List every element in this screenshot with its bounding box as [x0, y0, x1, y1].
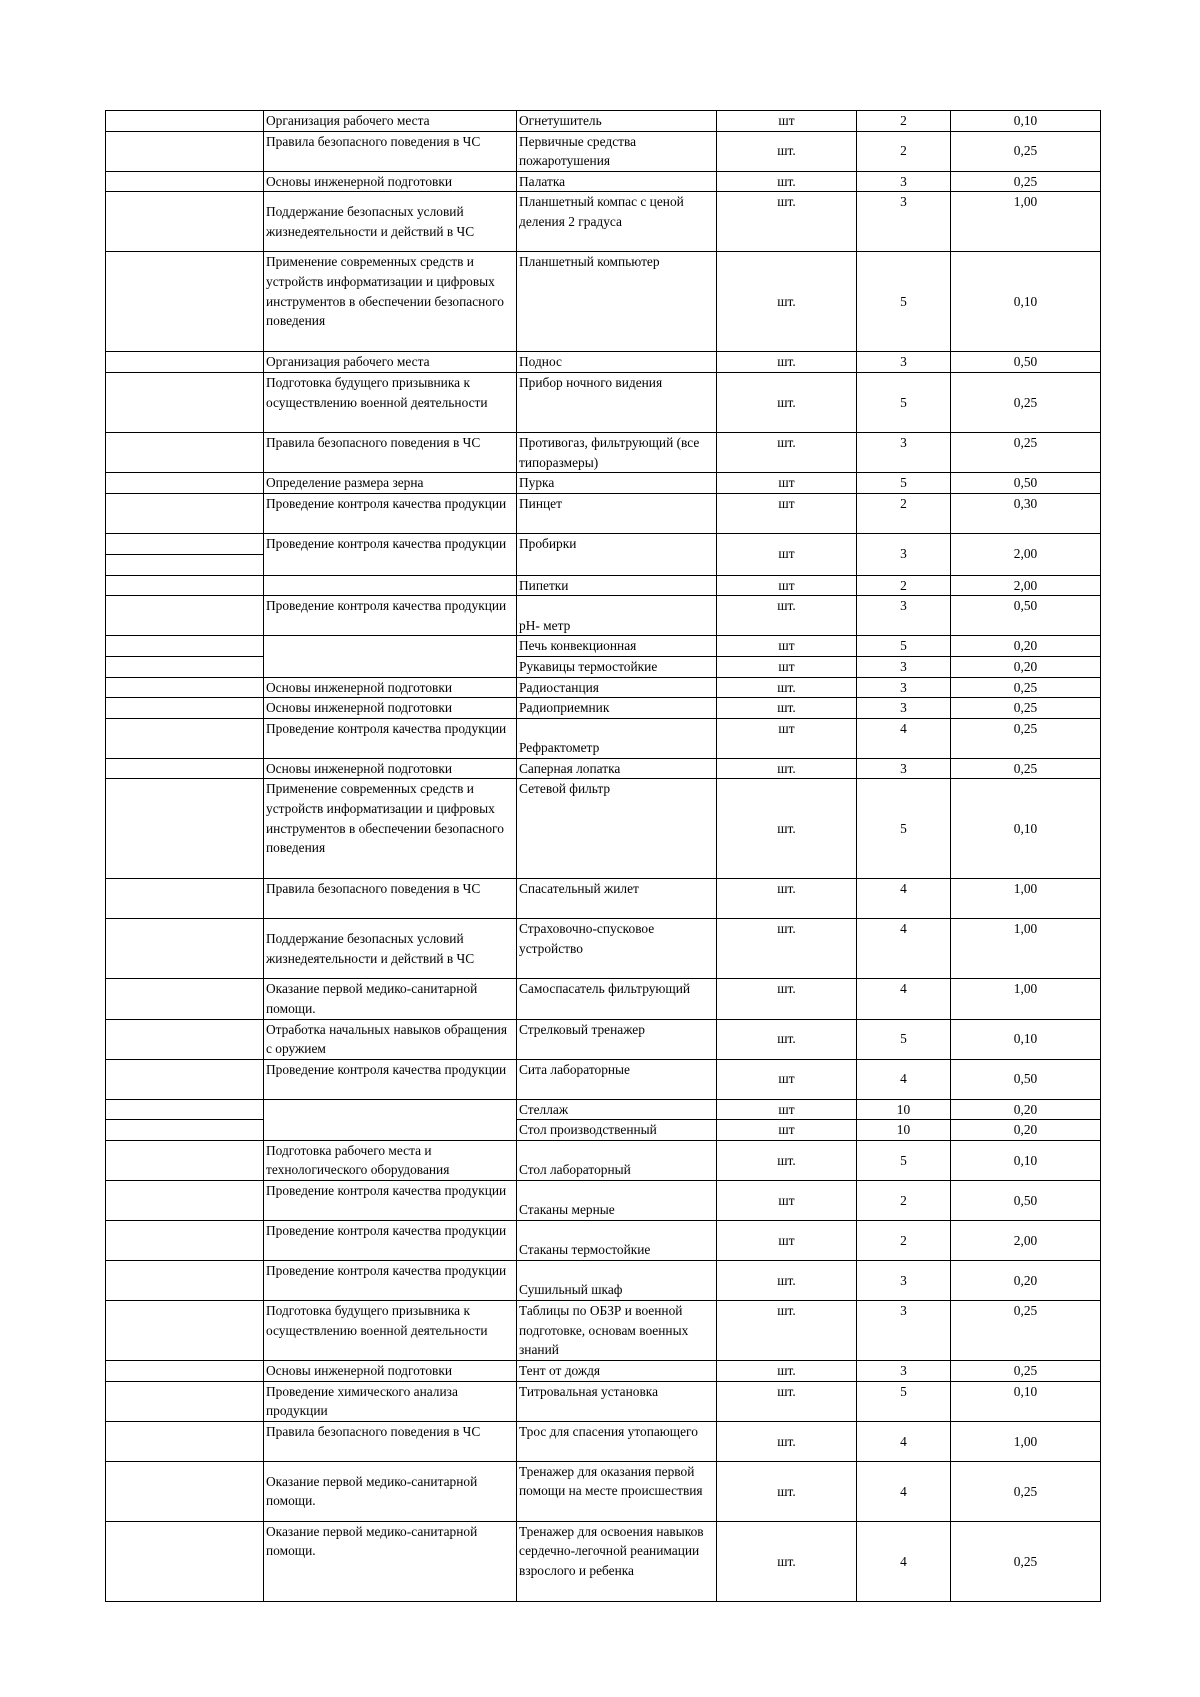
- quantity-cell: 3: [857, 758, 951, 779]
- blank-cell: [106, 1140, 264, 1180]
- norm-cell: 0,25: [951, 171, 1101, 192]
- norm-cell: 0,20: [951, 636, 1101, 657]
- unit-cell: шт.: [717, 979, 857, 1019]
- blank-cell: [106, 372, 264, 432]
- blank-cell: [106, 677, 264, 698]
- table-row: [106, 779, 1101, 879]
- blank-cell: [106, 493, 264, 533]
- blank-cell: [106, 131, 264, 171]
- unit-cell: шт.: [717, 1261, 857, 1301]
- blank-cell: [106, 171, 264, 192]
- table-row: [106, 1361, 1101, 1382]
- item-name-cell: Первичные средства пожаротушения: [517, 131, 717, 171]
- item-name-cell: Пробирки: [517, 533, 717, 575]
- item-name-cell: Трос для спасения утопающего: [517, 1421, 717, 1461]
- quantity-cell: 5: [857, 252, 951, 352]
- unit-cell: шт.: [717, 758, 857, 779]
- blank-cell: [106, 1521, 264, 1601]
- table-row: [106, 432, 1101, 472]
- table-row: [106, 252, 1101, 352]
- blank-subcell: [106, 554, 264, 575]
- topic-cell: Проведение контроля качества продукции: [264, 1181, 517, 1221]
- topic-cell: Организация рабочего места: [264, 352, 517, 373]
- blank-cell: [106, 352, 264, 373]
- topic-cell: Проведение контроля качества продукции: [264, 1059, 517, 1099]
- unit-cell: шт: [717, 473, 857, 494]
- topic-cell: Правила безопасного поведения в ЧС: [264, 131, 517, 171]
- norm-cell: 0,50: [951, 1181, 1101, 1221]
- unit-cell: шт.: [717, 596, 857, 636]
- quantity-cell: 5: [857, 779, 951, 879]
- table-row: [106, 919, 1101, 979]
- topic-cell: Подготовка будущего призывника к осуществлению военной деятельности: [264, 1301, 517, 1361]
- quantity-cell: 3: [857, 533, 951, 575]
- norm-cell: 0,10: [951, 1381, 1101, 1421]
- blank-cell: [106, 1421, 264, 1461]
- unit-cell: шт.: [717, 1521, 857, 1601]
- table-row: [106, 131, 1101, 171]
- blank-cell: [106, 636, 264, 657]
- item-name-cell: Стаканы мерные: [517, 1181, 717, 1221]
- topic-cell: Применение современных средств и устройств информатизации и цифровых инструментов в обеспечении безопасного поведения: [264, 779, 517, 879]
- table-row: [106, 1221, 1101, 1261]
- blank-cell: [106, 779, 264, 879]
- item-name-cell: Пурка: [517, 473, 717, 494]
- table-row: [106, 1059, 1101, 1099]
- blank-cell: [106, 473, 264, 494]
- item-name-cell: Рукавицы термостойкие: [517, 656, 717, 677]
- unit-cell: шт: [717, 1181, 857, 1221]
- blank-cell: [106, 1381, 264, 1421]
- quantity-cell: 3: [857, 698, 951, 719]
- item-name-cell: Тренажер для оказания первой помощи на месте происшествия: [517, 1461, 717, 1521]
- blank-cell: [106, 1361, 264, 1382]
- table-row: [106, 1099, 1101, 1120]
- blank-cell: [106, 758, 264, 779]
- unit-cell: шт.: [717, 252, 857, 352]
- quantity-cell: 10: [857, 1120, 951, 1141]
- item-name-cell: Саперная лопатка: [517, 758, 717, 779]
- item-name-cell: Таблицы по ОБЗР и военной подготовке, основам военных знаний: [517, 1301, 717, 1361]
- item-name-cell: Радиоприемник: [517, 698, 717, 719]
- item-name-cell: Палатка: [517, 171, 717, 192]
- norm-cell: 0,25: [951, 131, 1101, 171]
- unit-cell: шт: [717, 1099, 857, 1120]
- table-row: [106, 493, 1101, 533]
- norm-cell: 1,00: [951, 919, 1101, 979]
- table-row: [106, 698, 1101, 719]
- blank-cell: [106, 698, 264, 719]
- quantity-cell: 5: [857, 1381, 951, 1421]
- quantity-cell: 3: [857, 1301, 951, 1361]
- norm-cell: 0,25: [951, 372, 1101, 432]
- quantity-cell: 5: [857, 1019, 951, 1059]
- table-row: [106, 1521, 1101, 1601]
- table-row: [106, 473, 1101, 494]
- item-name-cell: Стрелковый тренажер: [517, 1019, 717, 1059]
- equipment-table: [105, 110, 1101, 1602]
- unit-cell: шт: [717, 111, 857, 132]
- unit-cell: шт.: [717, 1019, 857, 1059]
- item-name-cell: Сушильный шкаф: [517, 1261, 717, 1301]
- blank-cell: [106, 1461, 264, 1521]
- blank-cell: [106, 432, 264, 472]
- item-name-cell: Пипетки: [517, 575, 717, 596]
- quantity-cell: 3: [857, 596, 951, 636]
- topic-cell: Определение размера зерна: [264, 473, 517, 494]
- unit-cell: шт: [717, 1221, 857, 1261]
- table-row: [106, 1181, 1101, 1221]
- blank-cell: [106, 596, 264, 636]
- item-name-cell: Прибор ночного видения: [517, 372, 717, 432]
- table-row: [106, 111, 1101, 132]
- norm-cell: 0,10: [951, 1140, 1101, 1180]
- blank-cell: [106, 1301, 264, 1361]
- blank-subcell: [106, 534, 264, 554]
- blank-cell: [106, 919, 264, 979]
- unit-cell: шт.: [717, 372, 857, 432]
- blank-cell: [106, 252, 264, 352]
- norm-cell: 0,10: [951, 779, 1101, 879]
- norm-cell: 0,25: [951, 432, 1101, 472]
- topic-cell: Основы инженерной подготовки: [264, 171, 517, 192]
- table-row: [106, 1140, 1101, 1180]
- item-name-cell: Пинцет: [517, 493, 717, 533]
- unit-cell: шт.: [717, 131, 857, 171]
- norm-cell: 0,20: [951, 1120, 1101, 1141]
- blank-cell: [106, 1261, 264, 1301]
- table-row: [106, 636, 1101, 657]
- table-row: [106, 879, 1101, 919]
- unit-cell: шт.: [717, 1421, 857, 1461]
- blank-cell: [106, 1221, 264, 1261]
- table-row: [106, 1381, 1101, 1421]
- table-row: [106, 1120, 1101, 1141]
- unit-cell: шт.: [717, 192, 857, 252]
- blank-cell: [106, 879, 264, 919]
- table-row: [106, 596, 1101, 636]
- table-row: [106, 171, 1101, 192]
- quantity-cell: 4: [857, 979, 951, 1019]
- topic-cell: Проведение химического анализа продукции: [264, 1381, 517, 1421]
- blank-cell: [106, 718, 264, 758]
- item-name-cell: Сетевой фильтр: [517, 779, 717, 879]
- blank-cell: [106, 192, 264, 252]
- topic-cell: Правила безопасного поведения в ЧС: [264, 1421, 517, 1461]
- norm-cell: 0,25: [951, 1361, 1101, 1382]
- blank-cell: [106, 1120, 264, 1141]
- table-row: [106, 575, 1101, 596]
- norm-cell: 0,10: [951, 1019, 1101, 1059]
- item-name-cell: Сита лабораторные: [517, 1059, 717, 1099]
- norm-cell: 2,00: [951, 1221, 1101, 1261]
- item-name-cell: Стол лабораторный: [517, 1140, 717, 1180]
- norm-cell: 0,50: [951, 473, 1101, 494]
- norm-cell: 1,00: [951, 979, 1101, 1019]
- blank-cell: [106, 1181, 264, 1221]
- quantity-cell: 2: [857, 1221, 951, 1261]
- table-row: [106, 718, 1101, 758]
- topic-cell: Применение современных средств и устройств информатизации и цифровых инструментов в обеспечении безопасного поведения: [264, 252, 517, 352]
- quantity-cell: 2: [857, 1181, 951, 1221]
- table-row: [106, 677, 1101, 698]
- item-name-cell: Спасательный жилет: [517, 879, 717, 919]
- norm-cell: 0,25: [951, 1521, 1101, 1601]
- norm-cell: 2,00: [951, 575, 1101, 596]
- topic-cell: [264, 636, 517, 677]
- topic-cell: Правила безопасного поведения в ЧС: [264, 432, 517, 472]
- unit-cell: шт: [717, 493, 857, 533]
- item-name-cell: Тент от дождя: [517, 1361, 717, 1382]
- topic-cell: Основы инженерной подготовки: [264, 758, 517, 779]
- unit-cell: шт.: [717, 698, 857, 719]
- quantity-cell: 3: [857, 432, 951, 472]
- item-name-cell: Рефрактометр: [517, 718, 717, 758]
- item-name-cell: Печь конвекционная: [517, 636, 717, 657]
- unit-cell: шт.: [717, 171, 857, 192]
- norm-cell: 0,10: [951, 252, 1101, 352]
- topic-cell: Правила безопасного поведения в ЧС: [264, 879, 517, 919]
- norm-cell: 0,25: [951, 698, 1101, 719]
- topic-cell: [264, 1099, 517, 1140]
- topic-cell: Подготовка будущего призывника к осуществлению военной деятельности: [264, 372, 517, 432]
- topic-cell: Оказание первой медико-санитарной помощи.: [264, 1521, 517, 1601]
- item-name-cell: Стеллаж: [517, 1099, 717, 1120]
- blank-cell: [106, 1099, 264, 1120]
- table-row: [106, 1421, 1101, 1461]
- item-name-cell: Страховочно-спусковое устройство: [517, 919, 717, 979]
- topic-cell: Проведение контроля качества продукции: [264, 596, 517, 636]
- quantity-cell: 2: [857, 111, 951, 132]
- table-row: [106, 352, 1101, 373]
- quantity-cell: 3: [857, 1261, 951, 1301]
- topic-cell: Поддержание безопасных условий жизнедеятельности и действий в ЧС: [264, 192, 517, 252]
- norm-cell: 1,00: [951, 1421, 1101, 1461]
- norm-cell: 0,50: [951, 596, 1101, 636]
- topic-cell: Подготовка рабочего места и технологического оборудования: [264, 1140, 517, 1180]
- norm-cell: 0,25: [951, 677, 1101, 698]
- topic-cell: Основы инженерной подготовки: [264, 698, 517, 719]
- quantity-cell: 4: [857, 919, 951, 979]
- quantity-cell: 4: [857, 1521, 951, 1601]
- unit-cell: шт.: [717, 1301, 857, 1361]
- quantity-cell: 3: [857, 1361, 951, 1382]
- topic-cell: Проведение контроля качества продукции: [264, 718, 517, 758]
- topic-cell: Оказание первой медико-санитарной помощи.: [264, 1461, 517, 1521]
- quantity-cell: 5: [857, 372, 951, 432]
- blank-cell: [106, 656, 264, 677]
- quantity-cell: 2: [857, 493, 951, 533]
- norm-cell: 1,00: [951, 192, 1101, 252]
- table-row: [106, 533, 1101, 575]
- quantity-cell: 2: [857, 131, 951, 171]
- quantity-cell: 3: [857, 656, 951, 677]
- unit-cell: шт.: [717, 352, 857, 373]
- blank-cell: [106, 533, 264, 575]
- unit-cell: шт: [717, 1120, 857, 1141]
- quantity-cell: 5: [857, 473, 951, 494]
- norm-cell: 0,30: [951, 493, 1101, 533]
- norm-cell: 0,50: [951, 352, 1101, 373]
- unit-cell: шт.: [717, 879, 857, 919]
- quantity-cell: 4: [857, 879, 951, 919]
- topic-cell: Проведение контроля качества продукции: [264, 1221, 517, 1261]
- norm-cell: 0,25: [951, 758, 1101, 779]
- topic-cell: Поддержание безопасных условий жизнедеятельности и действий в ЧС: [264, 919, 517, 979]
- unit-cell: шт.: [717, 779, 857, 879]
- table-row: [106, 1301, 1101, 1361]
- blank-cell: [106, 1019, 264, 1059]
- item-name-cell: Противогаз, фильтрующий (все типоразмеры): [517, 432, 717, 472]
- item-name-cell: pH- метр: [517, 596, 717, 636]
- quantity-cell: 4: [857, 718, 951, 758]
- table-row: [106, 1261, 1101, 1301]
- table-row: [106, 1019, 1101, 1059]
- topic-cell: Организация рабочего места: [264, 111, 517, 132]
- table-row: [106, 656, 1101, 677]
- blank-cell: [106, 575, 264, 596]
- unit-cell: шт.: [717, 1381, 857, 1421]
- item-name-cell: Титровальная установка: [517, 1381, 717, 1421]
- item-name-cell: Планшетный компас с ценой деления 2 градуса: [517, 192, 717, 252]
- quantity-cell: 4: [857, 1059, 951, 1099]
- quantity-cell: 2: [857, 575, 951, 596]
- item-name-cell: Радиостанция: [517, 677, 717, 698]
- unit-cell: шт: [717, 575, 857, 596]
- table-row: [106, 372, 1101, 432]
- norm-cell: 2,00: [951, 533, 1101, 575]
- item-name-cell: Самоспасатель фильтрующий: [517, 979, 717, 1019]
- quantity-cell: 10: [857, 1099, 951, 1120]
- quantity-cell: 4: [857, 1421, 951, 1461]
- unit-cell: шт: [717, 533, 857, 575]
- unit-cell: шт: [717, 718, 857, 758]
- norm-cell: 0,25: [951, 1301, 1101, 1361]
- item-name-cell: Поднос: [517, 352, 717, 373]
- item-name-cell: Огнетушитель: [517, 111, 717, 132]
- unit-cell: шт: [717, 656, 857, 677]
- blank-cell: [106, 111, 264, 132]
- quantity-cell: 3: [857, 352, 951, 373]
- unit-cell: шт.: [717, 1361, 857, 1382]
- norm-cell: 0,20: [951, 1099, 1101, 1120]
- blank-cell: [106, 979, 264, 1019]
- topic-cell: Проведение контроля качества продукции: [264, 533, 517, 575]
- unit-cell: шт.: [717, 919, 857, 979]
- quantity-cell: 3: [857, 171, 951, 192]
- topic-cell: Проведение контроля качества продукции: [264, 493, 517, 533]
- quantity-cell: 3: [857, 192, 951, 252]
- topic-cell: Основы инженерной подготовки: [264, 1361, 517, 1382]
- unit-cell: шт.: [717, 1461, 857, 1521]
- quantity-cell: 5: [857, 636, 951, 657]
- unit-cell: шт.: [717, 1140, 857, 1180]
- norm-cell: 0,10: [951, 111, 1101, 132]
- topic-cell: Основы инженерной подготовки: [264, 677, 517, 698]
- quantity-cell: 5: [857, 1140, 951, 1180]
- table-row: [106, 979, 1101, 1019]
- quantity-cell: 3: [857, 677, 951, 698]
- unit-cell: шт.: [717, 677, 857, 698]
- unit-cell: шт: [717, 636, 857, 657]
- topic-cell: Отработка начальных навыков обращения с оружием: [264, 1019, 517, 1059]
- table-row: [106, 1461, 1101, 1521]
- norm-cell: 0,50: [951, 1059, 1101, 1099]
- topic-cell: Оказание первой медико-санитарной помощи.: [264, 979, 517, 1019]
- topic-cell: [264, 575, 517, 596]
- table-row: [106, 192, 1101, 252]
- norm-cell: 0,25: [951, 718, 1101, 758]
- topic-cell: Проведение контроля качества продукции: [264, 1261, 517, 1301]
- quantity-cell: 4: [857, 1461, 951, 1521]
- unit-cell: шт.: [717, 432, 857, 472]
- item-name-cell: Стаканы термостойкие: [517, 1221, 717, 1261]
- norm-cell: 0,20: [951, 656, 1101, 677]
- norm-cell: 1,00: [951, 879, 1101, 919]
- item-name-cell: Планшетный компьютер: [517, 252, 717, 352]
- blank-cell: [106, 1059, 264, 1099]
- item-name-cell: Тренажер для освоения навыков сердечно-легочной реанимации взрослого и ребенка: [517, 1521, 717, 1601]
- unit-cell: шт: [717, 1059, 857, 1099]
- item-name-cell: Стол производственный: [517, 1120, 717, 1141]
- norm-cell: 0,25: [951, 1461, 1101, 1521]
- table-row: [106, 758, 1101, 779]
- equipment-table-body: [106, 111, 1101, 1602]
- norm-cell: 0,20: [951, 1261, 1101, 1301]
